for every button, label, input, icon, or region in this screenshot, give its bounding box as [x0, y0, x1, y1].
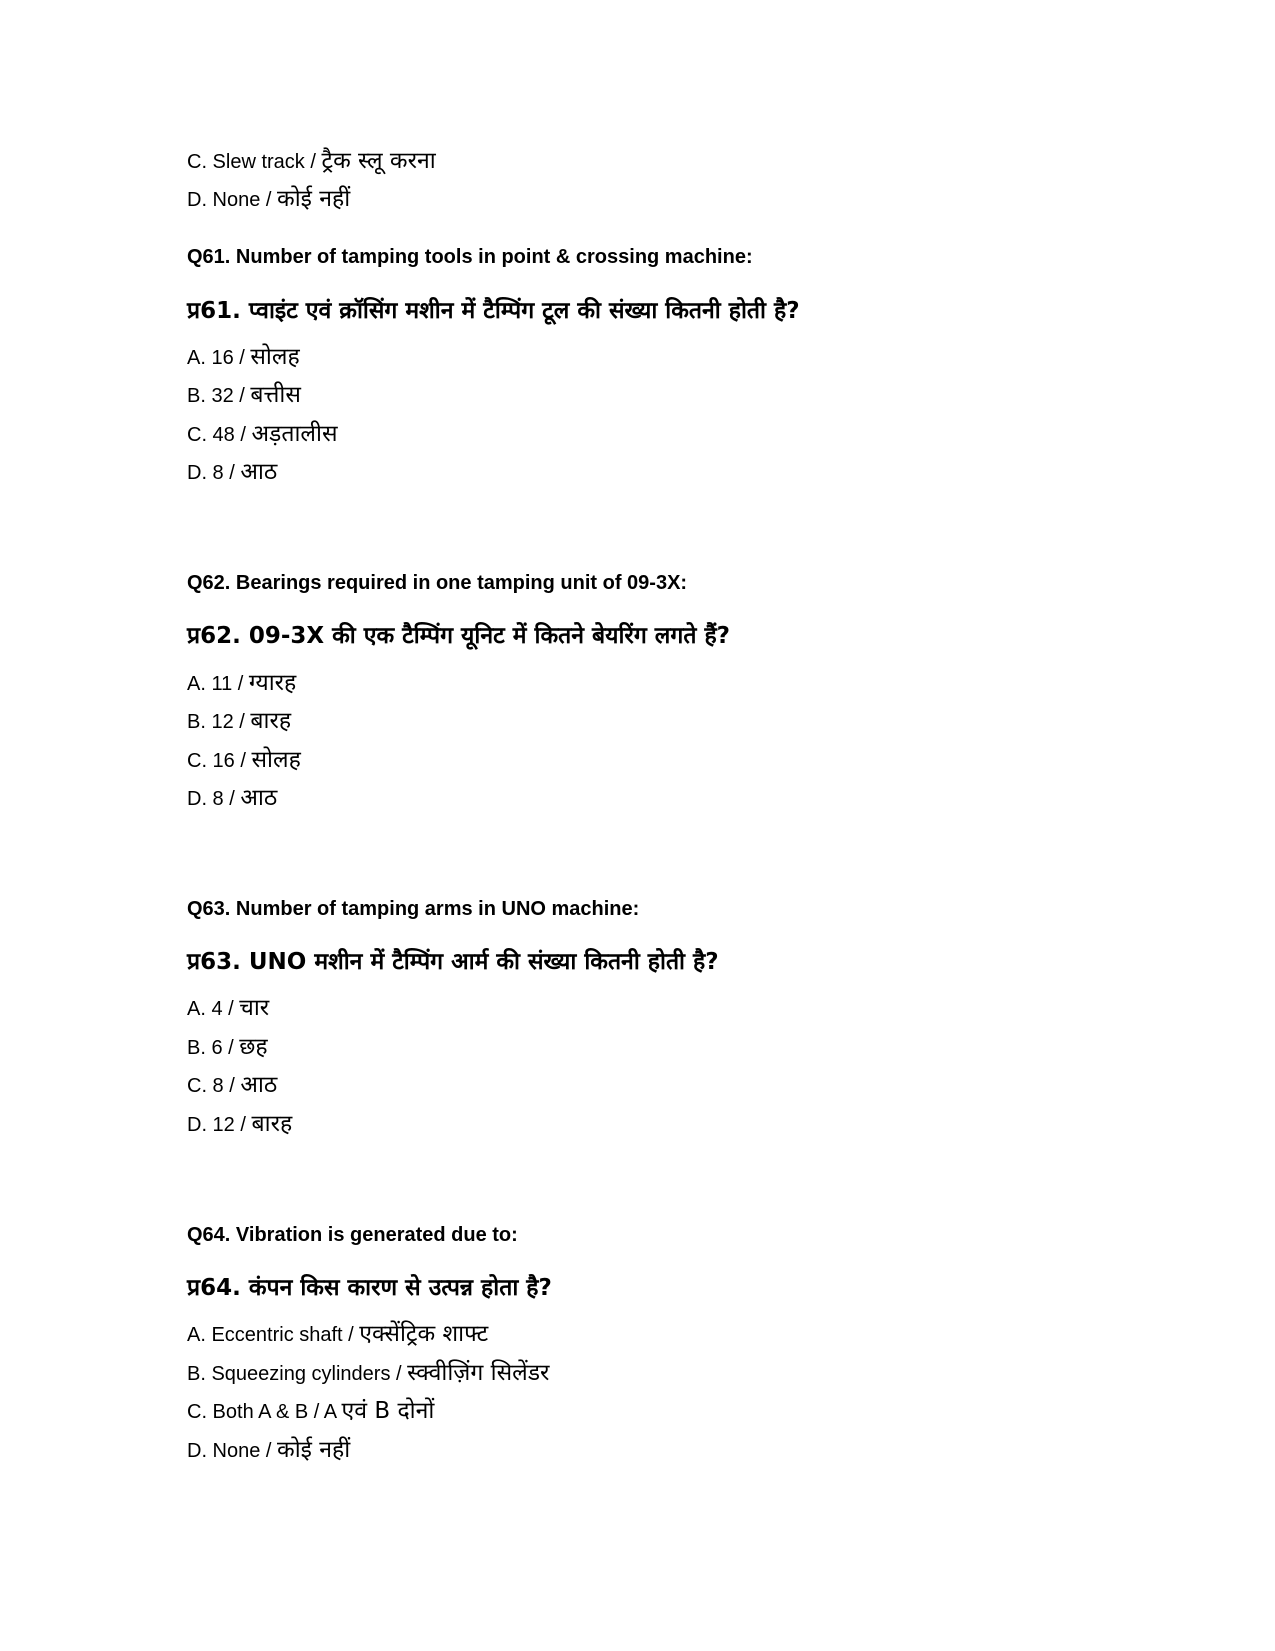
- question-61-option-d: [187, 461, 277, 484]
- option-text-en: D. 8 /: [187, 788, 241, 810]
- question-62-option-b: [187, 710, 291, 733]
- question-64-english: Q64. Vibration is generated due to:: [187, 1224, 518, 1246]
- question-62-option-d: [187, 787, 277, 810]
- question-64-option-b: [187, 1362, 549, 1385]
- option-c-carryover: [187, 150, 436, 173]
- option-text-hi: आठ: [240, 785, 278, 811]
- option-text-hi: ग्यारह: [248, 670, 297, 696]
- question-63-option-b: [187, 1036, 268, 1059]
- option-text-hi: कोई नहीं: [277, 186, 351, 212]
- option-text-en: B. 32 /: [187, 385, 251, 407]
- option-text-hi: बत्तीस: [250, 382, 301, 408]
- option-text-hi: आठ: [240, 459, 278, 485]
- option-text-en: C. Slew track /: [187, 151, 322, 173]
- option-text-en: A. 16 /: [187, 347, 251, 369]
- option-text-en: D. 12 /: [187, 1114, 252, 1136]
- option-text-hi: बारह: [251, 1111, 293, 1137]
- option-d-carryover: [187, 188, 350, 211]
- option-text-hi: एवं B दोनों: [341, 1398, 435, 1424]
- question-62-english: Q62. Bearings required in one tamping unit of 09-3X:: [187, 572, 688, 594]
- question-63-hindi: प्र63. UNO मशीन में टैम्पिंग आर्म की संख्या कितनी होती है?: [187, 949, 719, 975]
- option-text-en: B. 12 /: [187, 711, 251, 733]
- question-63-option-d: [187, 1113, 292, 1136]
- question-61-english: Q61. Number of tamping tools in point & crossing machine:: [187, 246, 753, 268]
- question-61-option-b: [187, 384, 301, 407]
- question-61-option-a: [187, 346, 300, 369]
- option-text-en: B. 6 /: [187, 1037, 240, 1059]
- option-text-hi: स्क्वीज़िंग सिलेंडर: [407, 1360, 550, 1386]
- option-text-hi: छह: [239, 1034, 268, 1060]
- question-64-option-d: [187, 1439, 350, 1462]
- option-text-hi: सोलह: [250, 344, 300, 370]
- option-text-en: D. None /: [187, 1440, 278, 1462]
- question-62-option-a: [187, 672, 296, 695]
- option-text-hi: बारह: [250, 708, 292, 734]
- option-text-en: A. Eccentric shaft /: [187, 1324, 360, 1346]
- question-64-option-a: [187, 1323, 488, 1346]
- option-text-hi: अड़तालीस: [251, 421, 338, 447]
- option-text-hi: एक्सेंट्रिक शाफ्ट: [359, 1321, 489, 1347]
- question-64-hindi: प्र64. कंपन किस कारण से उत्पन्न होता है?: [187, 1275, 552, 1301]
- option-text-en: C. 8 /: [187, 1075, 241, 1097]
- option-text-en: A. 11 /: [187, 673, 249, 695]
- option-text-hi: सोलह: [251, 747, 301, 773]
- option-text-en: C. 48 /: [187, 424, 252, 446]
- question-61-hindi: प्र61. प्वाइंट एवं क्रॉसिंग मशीन में टैम्पिंग टूल की संख्या कितनी होती है?: [187, 298, 800, 324]
- question-64-option-c: [187, 1400, 434, 1423]
- option-text-en: D. None /: [187, 189, 278, 211]
- question-63-english: Q63. Number of tamping arms in UNO machine:: [187, 898, 640, 920]
- option-text-hi: कोई नहीं: [277, 1437, 351, 1463]
- option-text-hi: ट्रैक स्लू करना: [321, 148, 436, 174]
- question-63-option-a: [187, 997, 269, 1020]
- option-text-en: C. 16 /: [187, 750, 252, 772]
- question-61-option-c: [187, 423, 338, 446]
- option-text-en: A. 4 /: [187, 998, 240, 1020]
- question-63-option-c: [187, 1074, 277, 1097]
- question-62-hindi: प्र62. 09-3X की एक टैम्पिंग यूनिट में कितने बेयरिंग लगते हैं?: [187, 623, 730, 649]
- option-text-en: C. Both A & B / A: [187, 1401, 342, 1423]
- question-62-option-c: [187, 749, 301, 772]
- option-text-hi: चार: [239, 995, 270, 1021]
- option-text-en: D. 8 /: [187, 462, 241, 484]
- option-text-en: B. Squeezing cylinders /: [187, 1363, 408, 1385]
- option-text-hi: आठ: [240, 1072, 278, 1098]
